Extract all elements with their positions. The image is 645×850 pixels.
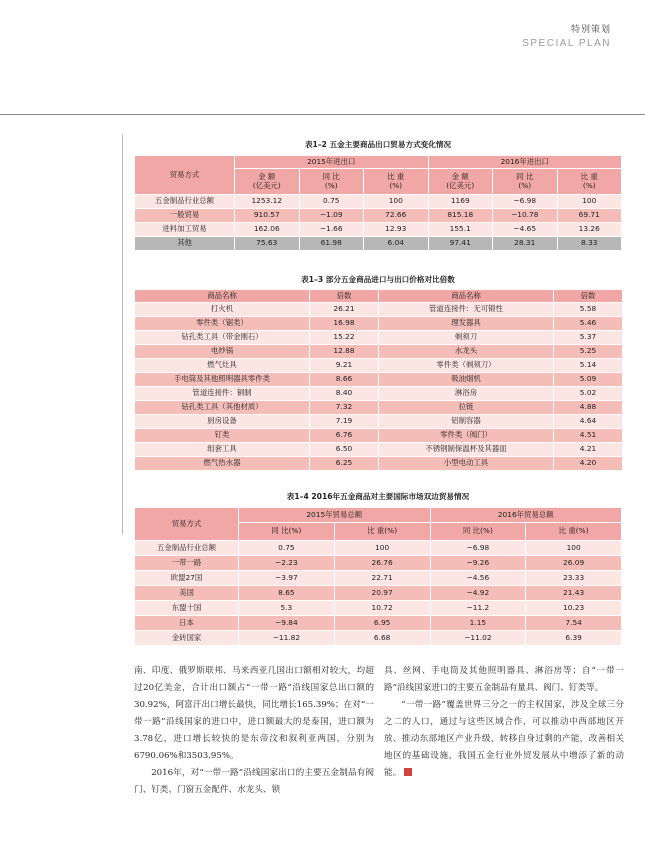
table2-row: [135, 373, 623, 387]
table3-h-share: 比 重(%): [526, 523, 622, 541]
table2-title: 表1–3 部分五金商品进口与出口价格对比倍数: [301, 275, 455, 284]
table3-h-yoy: 同 比(%): [430, 523, 526, 541]
table-cell: 厨房设备: [135, 415, 310, 429]
table-cell: 8.66: [310, 373, 379, 387]
table-cell: 155.1: [428, 223, 493, 237]
table-cell: 燃气热水器: [135, 457, 310, 471]
table-cell: 815.18: [428, 209, 493, 223]
table-cell: 手电筒及其他照明器具零件类: [135, 373, 310, 387]
table2-h-ratio: 倍数: [554, 290, 623, 303]
table3-h-share: 比 重(%): [334, 523, 430, 541]
table-cell: 金砖国家: [135, 631, 239, 646]
table-cell: 26.21: [310, 303, 379, 317]
table-cell: 5.58: [554, 303, 623, 317]
table-cell: 97.41: [428, 237, 493, 251]
table-cell: 7.54: [526, 616, 622, 631]
section-header: [522, 22, 611, 49]
table3-row: [135, 616, 622, 631]
table-cell: 淋浴房: [379, 387, 554, 401]
table-cell: 组套工具: [135, 443, 310, 457]
table-cell: −4.56: [430, 571, 526, 586]
table-cell: 21.43: [526, 586, 622, 601]
table-cell: 电炒锅: [135, 345, 310, 359]
table1-col-mode: 贸易方式: [135, 156, 235, 195]
table-cell: 钉类: [135, 429, 310, 443]
body-paragraph: “一带一路”覆盖世界三分之一的主权国家，涉及全球三分之二的人口，通过与这些区域合作，可以推动中西部地区开放、推动东部地区产业升级，转移自身过剩的产能，改善相关地区的基础设施，我国五金行业外贸发展从中增添了新的动能。: [384, 700, 624, 778]
table-cell: 910.57: [235, 209, 300, 223]
table-cell: 20.97: [334, 586, 430, 601]
table-cell: −3.97: [239, 571, 335, 586]
table-cell: 五金制品行业总额: [135, 541, 239, 556]
table1-year2: 2016年进出口: [428, 156, 622, 169]
table-cell: −1.09: [299, 209, 364, 223]
table-cell: 4.21: [554, 443, 623, 457]
table-cell: 不锈钢制保温杯及其器皿: [379, 443, 554, 457]
table-cell: −6.98: [430, 541, 526, 556]
table2-h-ratio: 倍数: [310, 290, 379, 303]
table-cell: −2.23: [239, 556, 335, 571]
table1-h-share: 比 重 (%): [557, 169, 622, 195]
table-cell: 0.75: [239, 541, 335, 556]
table-cell: 5.3: [239, 601, 335, 616]
table-cell: −11.2: [430, 601, 526, 616]
table-cell: 22.71: [334, 571, 430, 586]
table-cell: 26.76: [334, 556, 430, 571]
table-cell: 6.50: [310, 443, 379, 457]
table-cell: 7.19: [310, 415, 379, 429]
body-paragraph: 南、印度、俄罗斯联邦、马来西亚几国出口额相对较大，均超过20亿美金，合计出口额占“一带一路”沿线国家总出口额的30.92%，阿富汗出口增长最快，同比增长165.39%；在对“一带一路”沿线国家的进口中，进口额最大的是泰国，进口额为3.78亿，进口增长较快的是东帝汶和叙利亚两国，分别为6790.06%和3503.95%。: [134, 666, 374, 761]
table-cell: 12.88: [310, 345, 379, 359]
table3-year1: 2015年贸易总额: [239, 508, 431, 523]
table-cell: 5.25: [554, 345, 623, 359]
table-cell: 其他: [135, 237, 235, 251]
table-cell: 61.98: [299, 237, 364, 251]
table1-row: [135, 209, 622, 223]
table1-row: [135, 237, 622, 251]
table-cell: 12.93: [364, 223, 429, 237]
table-cell: 8.65: [239, 586, 335, 601]
table-cell: 6.95: [334, 616, 430, 631]
table1-h-amount: 金 额 (亿美元): [428, 169, 493, 195]
table1-h-share: 比 重 (%): [364, 169, 429, 195]
table-cell: −11.82: [239, 631, 335, 646]
table3-row: [135, 601, 622, 616]
table-cell: 9.21: [310, 359, 379, 373]
table-cell: −9.26: [430, 556, 526, 571]
table1-row: [135, 223, 622, 237]
table-cell: 23.33: [526, 571, 622, 586]
table2-row: [135, 317, 623, 331]
table-cell: 零件类（锯类）: [135, 317, 310, 331]
table3-row: [135, 586, 622, 601]
table-cell: 16.98: [310, 317, 379, 331]
body-column-left: [134, 663, 374, 799]
table-cell: 水龙头: [379, 345, 554, 359]
table-cell: 100: [557, 195, 622, 209]
table1: [134, 155, 622, 251]
table-cell: 72.66: [364, 209, 429, 223]
table-cell: 钻孔类工具（带金刚石）: [135, 331, 310, 345]
table2-row: [135, 457, 623, 471]
body-paragraph-last: [384, 697, 624, 782]
table-cell: 1.15: [430, 616, 526, 631]
table-cell: 4.51: [554, 429, 623, 443]
table-cell: 6.76: [310, 429, 379, 443]
table-cell: 15.22: [310, 331, 379, 345]
table-cell: −9.84: [239, 616, 335, 631]
table3-title: 表1–4 2016年五金商品对主要国际市场双边贸易情况: [286, 492, 470, 501]
table2-h-name: 商品名称: [135, 290, 310, 303]
table-cell: 小型电动工具: [379, 457, 554, 471]
table2-row: [135, 443, 623, 457]
table-cell: 零件类（剃须刀）: [379, 359, 554, 373]
table-cell: −1.66: [299, 223, 364, 237]
table-cell: 铝制容器: [379, 415, 554, 429]
table-cell: 4.64: [554, 415, 623, 429]
table1-h-yoy: 同 比 (%): [299, 169, 364, 195]
table-cell: 1169: [428, 195, 493, 209]
table3-row: [135, 541, 622, 556]
table3-h-yoy: 同 比(%): [239, 523, 335, 541]
table-cell: 5.02: [554, 387, 623, 401]
table-cell: 美国: [135, 586, 239, 601]
table-cell: 0.75: [299, 195, 364, 209]
table-cell: 剃须刀: [379, 331, 554, 345]
table-cell: 13.26: [557, 223, 622, 237]
table-cell: 4.88: [554, 401, 623, 415]
header-rule: [0, 114, 645, 115]
end-mark-icon: [404, 768, 412, 776]
table-cell: −6.98: [493, 195, 558, 209]
table-cell: 一带一路: [135, 556, 239, 571]
body-paragraph: 2016年，对“一带一路”沿线国家出口的主要五金制品有阀门、钉类、门窗五金配件、水龙头、锁: [134, 768, 374, 795]
table-cell: 5.37: [554, 331, 623, 345]
table-cell: 进料加工贸易: [135, 223, 235, 237]
table-cell: 5.14: [554, 359, 623, 373]
table2-row: [135, 415, 623, 429]
table2-row: [135, 429, 623, 443]
table-cell: 东盟十国: [135, 601, 239, 616]
margin-rule: [122, 134, 123, 534]
table3-year2: 2016年贸易总额: [430, 508, 622, 523]
table-cell: 28.31: [493, 237, 558, 251]
table-cell: 4.20: [554, 457, 623, 471]
table-cell: 6.04: [364, 237, 429, 251]
table-cell: 6.39: [526, 631, 622, 646]
table3-col-mode: 贸易方式: [135, 508, 239, 541]
table2-h-name: 商品名称: [379, 290, 554, 303]
table3-row: [135, 571, 622, 586]
table-cell: −4.65: [493, 223, 558, 237]
table1-h-yoy: 同 比 (%): [493, 169, 558, 195]
table-cell: 69.71: [557, 209, 622, 223]
table-cell: 6.68: [334, 631, 430, 646]
table-cell: 8.33: [557, 237, 622, 251]
table-cell: 理发器具: [379, 317, 554, 331]
table2-row: [135, 401, 623, 415]
table1-row: [135, 195, 622, 209]
table-cell: 8.40: [310, 387, 379, 401]
table-cell: 26.09: [526, 556, 622, 571]
table-cell: 6.25: [310, 457, 379, 471]
table1-title: 表1–2 五金主要商品出口贸易方式变化情况: [304, 140, 452, 149]
table1-h-amount: 金 额 (亿美元): [235, 169, 300, 195]
table-cell: 5.46: [554, 317, 623, 331]
table3: [134, 507, 622, 646]
table-cell: 五金制品行业总额: [135, 195, 235, 209]
table-cell: 5.09: [554, 373, 623, 387]
body-paragraph: 具、丝网、手电筒及其他照明器具、淋浴房等；自“一带一路”沿线国家进口的主要五金制品有量具、阀门、钉类等。: [384, 666, 624, 693]
table2-row: [135, 303, 623, 317]
table-cell: 162.06: [235, 223, 300, 237]
table-cell: 100: [334, 541, 430, 556]
table2-row: [135, 387, 623, 401]
table-cell: 一般贸易: [135, 209, 235, 223]
section-title-en: SPECIAL PLAN: [522, 38, 611, 49]
table-cell: 10.23: [526, 601, 622, 616]
table-cell: 100: [364, 195, 429, 209]
table2: [134, 289, 623, 471]
table-cell: 零件类（阀门）: [379, 429, 554, 443]
body-column-right: [384, 663, 624, 782]
table-cell: 7.32: [310, 401, 379, 415]
table-cell: 燃气灶具: [135, 359, 310, 373]
table2-row: [135, 345, 623, 359]
table-cell: 拉链: [379, 401, 554, 415]
table3-row: [135, 631, 622, 646]
table-cell: 管道连接件：无可锻性: [379, 303, 554, 317]
table1-year1: 2015年进出口: [235, 156, 429, 169]
table-cell: 1253.12: [235, 195, 300, 209]
table-cell: −10.78: [493, 209, 558, 223]
table-cell: 日本: [135, 616, 239, 631]
table-cell: 10.72: [334, 601, 430, 616]
table2-row: [135, 331, 623, 345]
table-cell: −4.92: [430, 586, 526, 601]
table-cell: 打火机: [135, 303, 310, 317]
table-cell: 钻孔类工具（其他材质）: [135, 401, 310, 415]
table-cell: 管道连接件：铜制: [135, 387, 310, 401]
section-title-cn: 特别策划: [570, 25, 611, 35]
table-cell: 欧盟27国: [135, 571, 239, 586]
table-cell: 吸油烟机: [379, 373, 554, 387]
table-cell: 75.63: [235, 237, 300, 251]
table2-row: [135, 359, 623, 373]
table-cell: −11.02: [430, 631, 526, 646]
table-cell: 100: [526, 541, 622, 556]
table3-row: [135, 556, 622, 571]
